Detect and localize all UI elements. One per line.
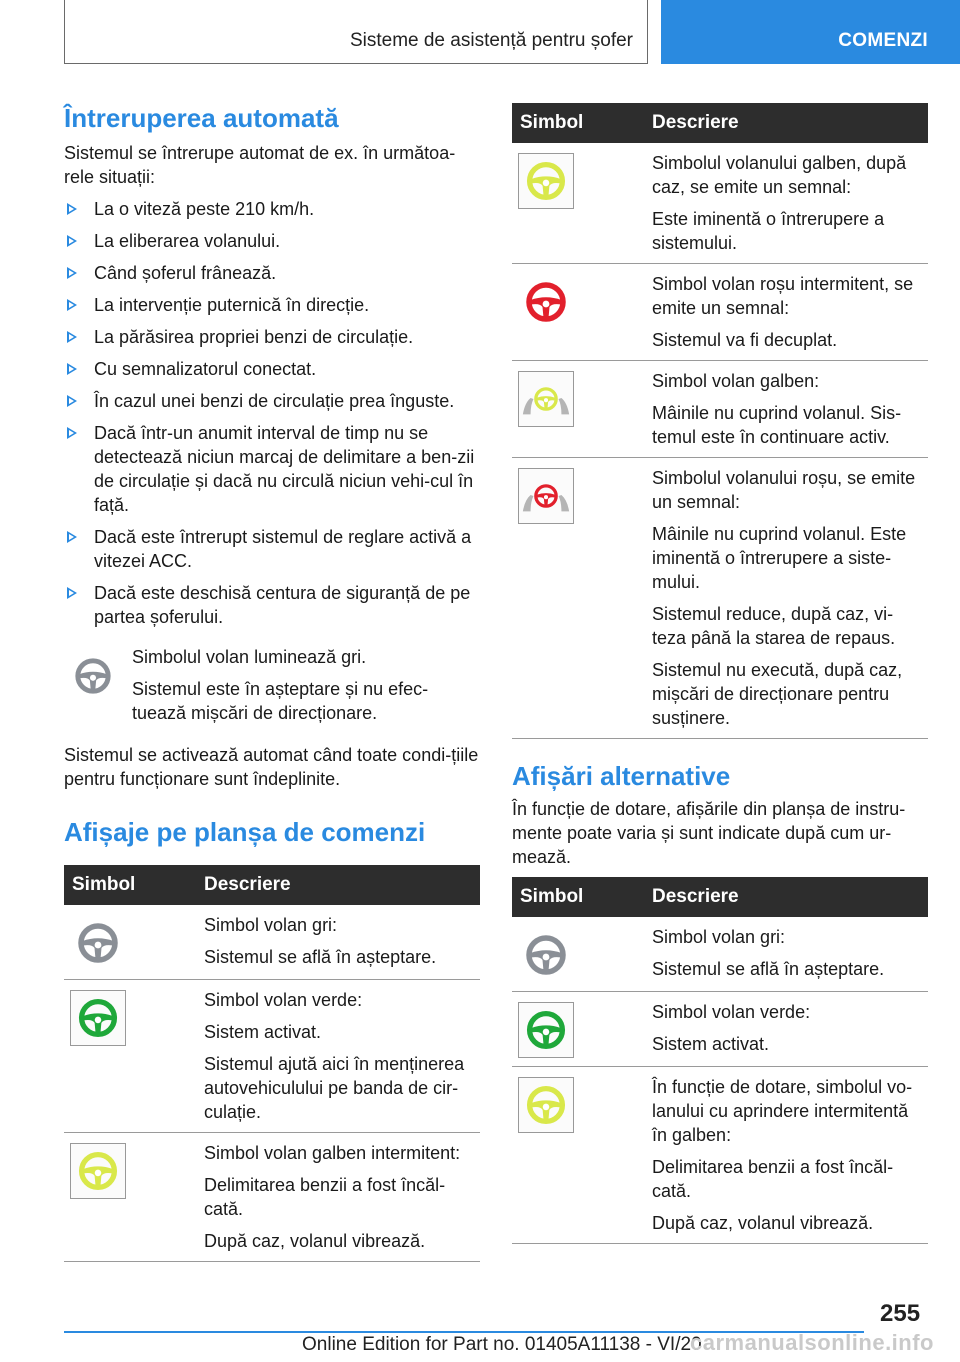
description-cell bbox=[196, 1133, 480, 1262]
bullet-triangle-icon bbox=[67, 587, 77, 599]
list-item-text: Cu semnalizatorul conectat. bbox=[94, 359, 317, 379]
list-item-text: Când șoferul frânează. bbox=[94, 263, 277, 283]
symbol-cell bbox=[64, 1133, 196, 1262]
description-cell bbox=[644, 458, 928, 739]
table-row bbox=[512, 264, 928, 361]
steering-wheel-gray-icon bbox=[70, 915, 126, 971]
list-item bbox=[64, 581, 480, 629]
col-header-symbol: Simbol bbox=[512, 877, 644, 917]
description-cell bbox=[644, 992, 928, 1067]
description-line: Este iminentă o întrerupere a sistemului. bbox=[652, 209, 885, 253]
chapter-tab-label: COMENZI bbox=[838, 30, 928, 51]
table-row bbox=[512, 1067, 928, 1244]
hands-off-wheel-red-icon bbox=[518, 468, 574, 524]
description-line: Simbolul volanului galben, după caz, se emite un semnal: bbox=[652, 153, 907, 197]
bullet-triangle-icon bbox=[67, 203, 77, 215]
steering-wheel-yellow-icon bbox=[518, 1077, 574, 1133]
auto-activation-text: Sistemul se activează automat când toate condi-țiile pentru funcționare sunt îndeplinite. bbox=[64, 745, 479, 789]
list-item bbox=[64, 197, 480, 221]
col-header-symbol: Simbol bbox=[512, 103, 644, 143]
bullet-triangle-icon bbox=[67, 395, 77, 407]
symbol-cell bbox=[512, 917, 644, 992]
steering-wheel-yellow-icon bbox=[70, 1143, 126, 1199]
list-item-text: În cazul unei benzi de circulație prea înguste. bbox=[94, 391, 455, 411]
left-column bbox=[64, 103, 480, 1262]
description-line: Sistemul se află în așteptare. bbox=[204, 947, 437, 967]
symbol-cell bbox=[64, 980, 196, 1133]
warning-symbols-table bbox=[512, 103, 928, 739]
symbol-cell bbox=[64, 905, 196, 980]
steering-wheel-yellow-icon bbox=[518, 153, 574, 209]
description-cell bbox=[644, 264, 928, 361]
table-row bbox=[512, 917, 928, 992]
description-cell bbox=[644, 917, 928, 992]
page-number: 255 bbox=[880, 1300, 921, 1327]
description-line: Simbol volan roșu intermitent, se emite un semnal: bbox=[652, 274, 914, 318]
list-item bbox=[64, 525, 480, 573]
auto-interrupt-intro: Sistemul se întrerupe automat de ex. în următoa-rele situații: bbox=[64, 143, 456, 187]
table-row bbox=[64, 1133, 480, 1262]
table-row bbox=[64, 905, 480, 980]
steering-wheel-green-icon bbox=[518, 1002, 574, 1058]
symbol-cell bbox=[512, 143, 644, 264]
bullet-triangle-icon bbox=[67, 267, 77, 279]
list-item-text: La o viteză peste 210 km/h. bbox=[94, 199, 315, 219]
list-item bbox=[64, 325, 480, 349]
alt-display-table bbox=[512, 877, 928, 1244]
description-line: Sistemul reduce, după caz, vi-teza până la starea de repaus. bbox=[652, 604, 896, 648]
description-line: Mâinile nu cuprind volanul. Este iminentă o întrerupere a siste-mului. bbox=[652, 524, 907, 592]
steering-wheel-gray-icon bbox=[518, 927, 574, 983]
description-line: Sistemul se află în așteptare. bbox=[652, 959, 885, 979]
list-item bbox=[64, 357, 480, 381]
table-row bbox=[512, 143, 928, 264]
description-cell bbox=[644, 143, 928, 264]
list-item-text: Dacă este deschisă centura de siguranță de pe partea șoferului. bbox=[94, 583, 471, 627]
note-line-1: Simbolul volan luminează gri. bbox=[132, 647, 367, 667]
symbol-cell bbox=[512, 458, 644, 739]
table-row bbox=[512, 458, 928, 739]
description-cell bbox=[644, 1067, 928, 1244]
table-row bbox=[512, 361, 928, 458]
description-line: Simbol volan gri: bbox=[652, 927, 786, 947]
panel-display-table bbox=[64, 865, 480, 1262]
description-line: Simbolul volanului roșu, se emite un semnal: bbox=[652, 468, 916, 512]
watermark: carmanualsonline.info bbox=[690, 1330, 934, 1355]
bullet-triangle-icon bbox=[67, 363, 77, 375]
description-cell bbox=[644, 361, 928, 458]
bullet-triangle-icon bbox=[67, 331, 77, 343]
symbol-cell bbox=[512, 361, 644, 458]
symbol-cell bbox=[512, 1067, 644, 1244]
description-line: Simbol volan verde: bbox=[652, 1002, 811, 1022]
note-line-2: Sistemul este în așteptare și nu efec-tuează mișcări de direcționare. bbox=[132, 679, 429, 723]
heading-alt-display: Afișări alternative bbox=[512, 761, 731, 791]
description-line: Mâinile nu cuprind volanul. Sis-temul este în continuare activ. bbox=[652, 403, 902, 447]
description-line: Sistemul nu execută, după caz, mișcări de direcționare pentru susținere. bbox=[652, 660, 903, 728]
description-line: Sistem activat. bbox=[204, 1022, 322, 1042]
description-line: Simbol volan galben intermitent: bbox=[204, 1143, 461, 1163]
list-item bbox=[64, 293, 480, 317]
bullet-triangle-icon bbox=[67, 427, 77, 439]
description-line: Simbol volan verde: bbox=[204, 990, 363, 1010]
chapter-tab[interactable] bbox=[661, 0, 960, 64]
description-line: După caz, volanul vibrează. bbox=[652, 1213, 874, 1233]
steering-wheel-red-icon bbox=[518, 274, 574, 330]
section-title: Sisteme de asistență pentru șofer bbox=[349, 30, 633, 51]
bullet-triangle-icon bbox=[67, 299, 77, 311]
edition-text: Online Edition for Part no. 01405A11138 - VI/20 bbox=[302, 1334, 702, 1355]
list-item-text: La eliberarea volanului. bbox=[94, 231, 281, 251]
list-item-text: La intervenție puternică în direcție. bbox=[94, 295, 370, 315]
description-line: Sistemul va fi decuplat. bbox=[652, 330, 838, 350]
standby-note bbox=[64, 645, 480, 725]
hands-off-wheel-yellow-icon bbox=[518, 371, 574, 427]
col-header-description: Descriere bbox=[644, 877, 928, 917]
description-line: Sistemul ajută aici în menținerea autovehiculului pe banda de cir-culație. bbox=[204, 1054, 465, 1122]
symbol-cell bbox=[512, 264, 644, 361]
col-header-symbol: Simbol bbox=[64, 865, 196, 905]
symbol-cell bbox=[512, 992, 644, 1067]
description-line: După caz, volanul vibrează. bbox=[204, 1231, 426, 1251]
description-line: Delimitarea benzii a fost încăl-cată. bbox=[204, 1175, 446, 1219]
list-item bbox=[64, 389, 480, 413]
description-line: În funcție de dotare, simbolul vo-lanului cu aprindere intermitentă în galben: bbox=[652, 1077, 913, 1145]
list-item-text: La părăsirea propriei benzi de circulație. bbox=[94, 327, 414, 347]
heading-auto-interrupt: Întreruperea automată bbox=[64, 103, 339, 133]
steering-wheel-gray-icon bbox=[68, 651, 118, 701]
description-line: Sistem activat. bbox=[652, 1034, 770, 1054]
interrupt-conditions-list bbox=[64, 197, 480, 629]
list-item bbox=[64, 421, 480, 517]
col-header-description: Descriere bbox=[644, 103, 928, 143]
list-item bbox=[64, 261, 480, 285]
list-item bbox=[64, 229, 480, 253]
bullet-triangle-icon bbox=[67, 531, 77, 543]
list-item-text: Dacă este întrerupt sistemul de reglare activă a vitezei ACC. bbox=[94, 527, 472, 571]
col-header-description: Descriere bbox=[196, 865, 480, 905]
table-row bbox=[512, 992, 928, 1067]
header-section-box bbox=[64, 0, 648, 64]
list-item-text: Dacă într-un anumit interval de timp nu se detectează niciun marcaj de delimitare a ben-zii de circulație și dacă nu circulă niciun vehi-cul în față. bbox=[94, 423, 475, 515]
bullet-triangle-icon bbox=[67, 235, 77, 247]
description-line: Simbol volan gri: bbox=[204, 915, 338, 935]
steering-wheel-green-icon bbox=[70, 990, 126, 1046]
description-line: Simbol volan galben: bbox=[652, 371, 820, 391]
heading-panel-display: Afișaje pe planșa de comenzi bbox=[64, 817, 426, 847]
alt-display-intro: În funcție de dotare, afișările din planșa de instru-mente poate varia și sunt indicate după cum ur-mează. bbox=[512, 799, 906, 867]
description-cell bbox=[196, 980, 480, 1133]
table-row bbox=[64, 980, 480, 1133]
right-column bbox=[512, 103, 928, 1244]
description-line: Delimitarea benzii a fost încăl-cată. bbox=[652, 1157, 894, 1201]
description-cell bbox=[196, 905, 480, 980]
